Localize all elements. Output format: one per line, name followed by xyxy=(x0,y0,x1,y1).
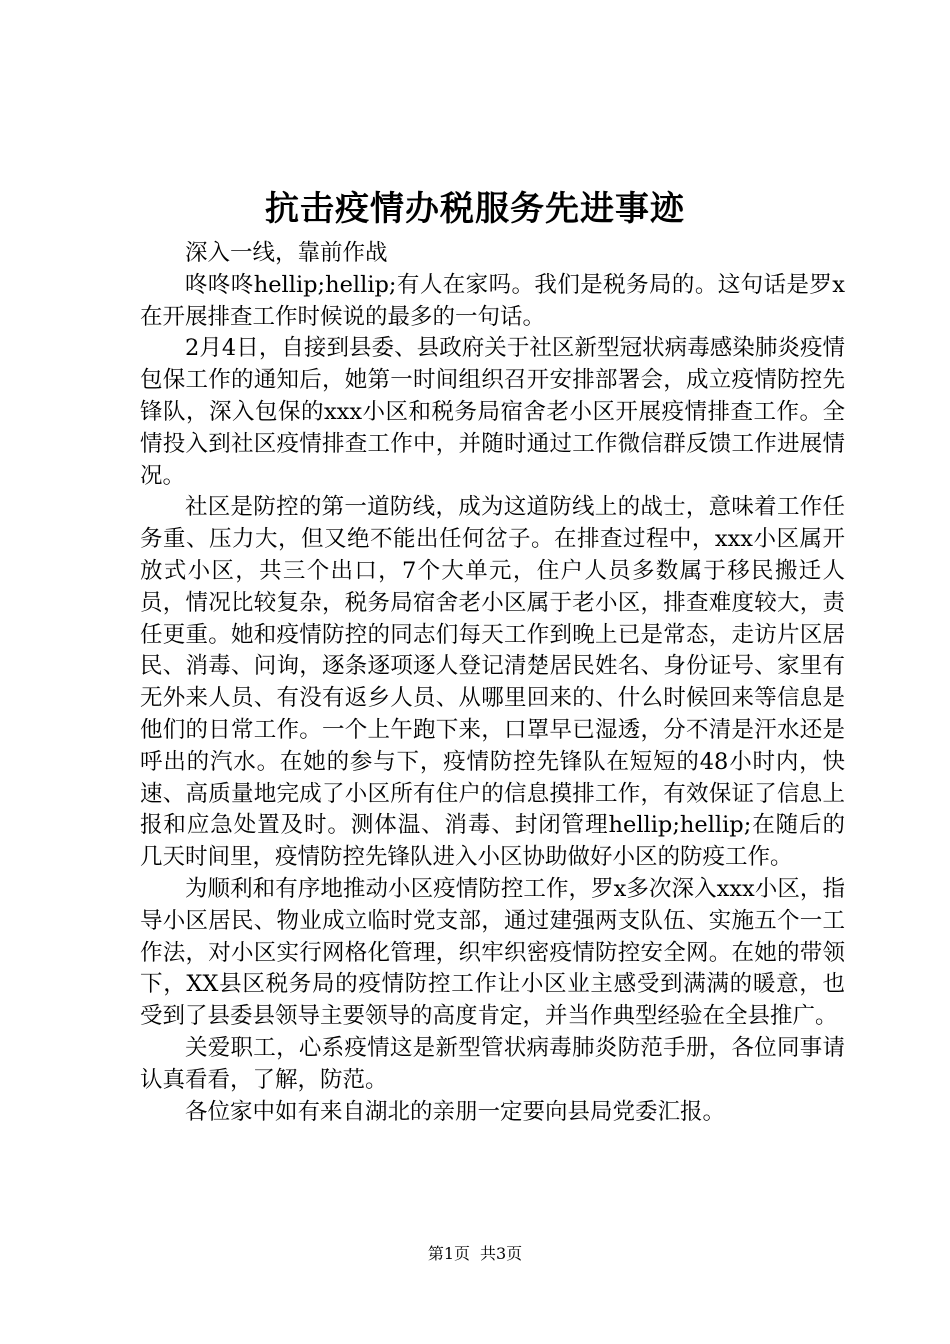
paragraph-4: 社区是防控的第一道防线，成为这道防线上的战士，意味着工作任务重、压力大，但又绝不能出任何岔子。在排查过程中，xxx小区属开放式小区，共三个出口，7个大单元，住户人员多数属于移民搬迁人员，情况比较复杂，税务局宿舍老小区属于老小区，排查难度较大，责任更重。她和疫情防控的同志们每天工作到晚上已是常态，走访片区居民、消毒、问询，逐条逐项逐人登记清楚居民姓名、身份证号、家里有无外来人员、有没有返乡人员、从哪里回来的、什么时候回来等信息是他们的日常工作。一个上午跑下来，口罩早已湿透，分不清是汗水还是呼出的汽水。在她的参与下，疫情防控先锋队在短短的48小时内，快速、高质量地完成了小区所有住户的信息摸排工作，有效保证了信息上报和应急处置及时。测体温、消毒、封闭管理hellip;hellip;在随后的几天时间里，疫情防控先锋队进入小区协助做好小区的防疫工作。 xyxy=(140,494,845,871)
document-title: 抗击疫情办税服务先进事迹 xyxy=(265,189,685,229)
paragraph-6: 关爱职工，心系疫情这是新型管状病毒肺炎防范手册，各位同事请认真看看，了解，防范。 xyxy=(140,1034,845,1093)
paragraph-7: 各位家中如有来自湖北的亲朋一定要向县局党委汇报。 xyxy=(185,1098,726,1125)
page-number: 第1页 xyxy=(427,1244,470,1263)
document-body xyxy=(140,238,845,1128)
paragraph-1: 深入一线，靠前作战 xyxy=(185,240,388,266)
paragraph-2: 咚咚咚hellip;hellip;有人在家吗。我们是税务局的。这句话是罗x在开展排查工作时候说的最多的一句话。 xyxy=(140,271,845,330)
page-total: 共3页 xyxy=(480,1244,523,1263)
paragraph-3: 2月4日，自接到县委、县政府关于社区新型冠状病毒感染肺炎疫情包保工作的通知后，她第一时间组织召开安排部署会，成立疫情防控先锋队，深入包保的xxx小区和税务局宿舍老小区开展疫情排查工作。全情投入到社区疫情排查工作中，并随时通过工作微信群反馈工作进展情况。 xyxy=(140,335,845,489)
paragraph-5: 为顺利和有序地推动小区疫情防控工作，罗x多次深入xxx小区，指导小区居民、物业成立临时党支部，通过建强两支队伍、实施五个一工作法，对小区实行网格化管理，织牢织密疫情防控安全网。在她的带领下，XX县区税务局的疫情防控工作让小区业主感受到满满的暖意，也受到了县委县领导主要领导的高度肯定，并当作典型经验在全县推广。 xyxy=(140,875,845,1030)
page-footer xyxy=(0,1240,950,1268)
